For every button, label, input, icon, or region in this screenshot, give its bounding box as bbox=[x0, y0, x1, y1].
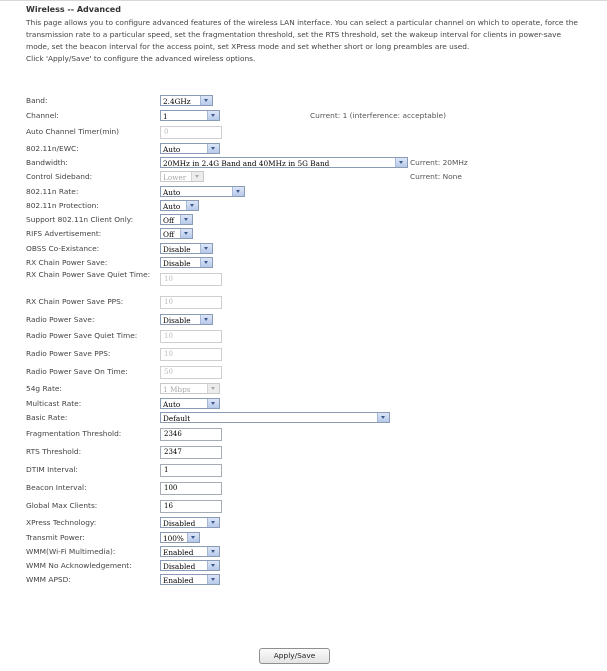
chevron-down-icon bbox=[207, 561, 219, 570]
radio-on-time-input[interactable]: 50 bbox=[160, 366, 222, 379]
chevron-down-icon bbox=[180, 229, 192, 238]
channel-select[interactable]: 1 bbox=[160, 110, 220, 121]
band-select[interactable]: 2.4GHz bbox=[160, 95, 213, 106]
row-11n-protection bbox=[26, 200, 586, 212]
chevron-down-icon bbox=[207, 144, 219, 153]
row-band bbox=[26, 95, 586, 107]
chevron-down-icon bbox=[207, 111, 219, 120]
row-11n-client-only bbox=[26, 214, 586, 226]
max-clients-label: Global Max Clients: bbox=[26, 501, 98, 510]
row-radio-pps bbox=[26, 348, 586, 360]
channel-label: Channel: bbox=[26, 111, 59, 120]
support-11n-only-label: Support 802.11n Client Only: bbox=[26, 215, 134, 224]
control-sideband-current-note: Current: None bbox=[410, 172, 462, 181]
row-11n-rate bbox=[26, 186, 586, 198]
rate-11n-label: 802.11n Rate: bbox=[26, 187, 79, 196]
max-clients-input[interactable]: 16 bbox=[160, 500, 222, 513]
rts-threshold-label: RTS Threshold: bbox=[26, 447, 82, 456]
rx-chain-quiet-label: RX Chain Power Save Quiet Time: bbox=[26, 270, 151, 279]
auto-channel-timer-label: Auto Channel Timer(min) bbox=[26, 127, 120, 136]
frag-threshold-label: Fragmentation Threshold: bbox=[26, 429, 122, 438]
protection-11n-label: 802.11n Protection: bbox=[26, 201, 99, 210]
apply-save-button[interactable]: Apply/Save bbox=[259, 648, 330, 664]
row-rx-chain-pps bbox=[26, 296, 586, 308]
basic-rate-select[interactable]: Default bbox=[160, 412, 390, 423]
wmm-apsd-label: WMM APSD: bbox=[26, 575, 71, 584]
g54-rate-label: 54g Rate: bbox=[26, 384, 62, 393]
chevron-down-icon bbox=[377, 413, 389, 422]
row-control-sideband bbox=[26, 171, 586, 183]
frag-threshold-input[interactable]: 2346 bbox=[160, 428, 222, 441]
row-radio-quiet-time bbox=[26, 330, 586, 342]
rate-11n-select[interactable]: Auto bbox=[160, 186, 245, 197]
row-tx-power bbox=[26, 532, 586, 544]
chevron-down-icon bbox=[232, 187, 244, 196]
row-ewc bbox=[26, 143, 586, 155]
g54-rate-select[interactable]: 1 Mbps bbox=[160, 383, 220, 394]
row-wmm-apsd bbox=[26, 574, 586, 586]
intro-text bbox=[26, 17, 582, 65]
control-sideband-select[interactable]: Lower bbox=[160, 171, 204, 182]
chevron-down-icon bbox=[200, 244, 212, 253]
chevron-down-icon bbox=[200, 258, 212, 267]
intro-paragraph: This page allows you to configure advanced features of the wireless LAN interface. You can select a particular channel on which to operate, force the transmission rate to a particular speed, set the fragmentation threshold, set the RTS threshold, set the wakeup interval for clients in power-save mode, set the beacon interval for the access point, set XPress mode and set whether short or long preambles are used. bbox=[26, 18, 578, 51]
row-rifs bbox=[26, 228, 586, 240]
multicast-rate-label: Multicast Rate: bbox=[26, 399, 82, 408]
radio-pps-input[interactable]: 10 bbox=[160, 348, 222, 361]
protection-11n-select[interactable]: Auto bbox=[160, 200, 199, 211]
support-11n-only-select[interactable]: Off bbox=[160, 214, 193, 225]
chevron-down-icon bbox=[207, 547, 219, 556]
multicast-rate-select[interactable]: Auto bbox=[160, 398, 220, 409]
radio-power-save-select[interactable]: Disable bbox=[160, 314, 213, 325]
tx-power-label: Transmit Power: bbox=[26, 533, 85, 542]
beacon-input[interactable]: 100 bbox=[160, 482, 222, 495]
radio-power-save-label: Radio Power Save: bbox=[26, 315, 95, 324]
row-bandwidth bbox=[26, 157, 586, 169]
radio-quiet-input[interactable]: 10 bbox=[160, 330, 222, 343]
intro-instruction: Click 'Apply/Save' to configure the advanced wireless options. bbox=[26, 54, 256, 63]
radio-quiet-label: Radio Power Save Quiet Time: bbox=[26, 331, 138, 340]
chevron-down-icon bbox=[207, 518, 219, 527]
chevron-down-icon bbox=[200, 96, 212, 105]
auto-channel-timer-input[interactable]: 0 bbox=[160, 126, 222, 139]
rx-chain-quiet-input[interactable]: 10 bbox=[160, 273, 222, 286]
basic-rate-label: Basic Rate: bbox=[26, 413, 68, 422]
row-obss bbox=[26, 243, 586, 255]
row-beacon bbox=[26, 482, 586, 494]
dtim-input[interactable]: 1 bbox=[160, 464, 222, 477]
bandwidth-select[interactable]: 20MHz in 2.4G Band and 40MHz in 5G Band bbox=[160, 157, 408, 168]
row-auto-channel-timer bbox=[26, 126, 586, 138]
chevron-down-icon bbox=[191, 172, 203, 181]
chevron-down-icon bbox=[180, 215, 192, 224]
row-multicast-rate bbox=[26, 398, 586, 410]
row-basic-rate bbox=[26, 412, 586, 424]
ewc-select[interactable]: Auto bbox=[160, 143, 220, 154]
wmm-noack-select[interactable]: Disabled bbox=[160, 560, 220, 571]
top-divider bbox=[0, 0, 607, 1]
row-radio-on-time bbox=[26, 366, 586, 378]
band-label: Band: bbox=[26, 96, 48, 105]
page-title: Wireless -- Advanced bbox=[26, 5, 121, 14]
row-max-clients bbox=[26, 500, 586, 512]
row-radio-power-save bbox=[26, 314, 586, 326]
bandwidth-label: Bandwidth: bbox=[26, 158, 68, 167]
rts-threshold-input[interactable]: 2347 bbox=[160, 446, 222, 459]
chevron-down-icon bbox=[187, 533, 199, 542]
obss-select[interactable]: Disable bbox=[160, 243, 213, 254]
row-channel bbox=[26, 110, 586, 122]
beacon-label: Beacon Interval: bbox=[26, 483, 87, 492]
chevron-down-icon bbox=[207, 575, 219, 584]
rx-chain-power-save-select[interactable]: Disable bbox=[160, 257, 213, 268]
chevron-down-icon bbox=[395, 158, 407, 167]
radio-on-time-label: Radio Power Save On Time: bbox=[26, 367, 128, 376]
row-rts-threshold bbox=[26, 446, 586, 458]
obss-label: OBSS Co-Existance: bbox=[26, 244, 100, 253]
row-frag-threshold bbox=[26, 428, 586, 440]
channel-current-note: Current: 1 (interference: acceptable) bbox=[310, 111, 446, 120]
wmm-apsd-select[interactable]: Enabled bbox=[160, 574, 220, 585]
rx-chain-pps-label: RX Chain Power Save PPS: bbox=[26, 297, 124, 306]
rx-chain-power-save-label: RX Chain Power Save: bbox=[26, 258, 108, 267]
tx-power-select[interactable]: 100% bbox=[160, 532, 200, 543]
xpress-select[interactable]: Disabled bbox=[160, 517, 220, 528]
row-rx-chain-quiet-time bbox=[26, 269, 586, 293]
wmm-label: WMM(Wi-Fi Multimedia): bbox=[26, 547, 116, 556]
rifs-select[interactable]: Off bbox=[160, 228, 193, 239]
row-xpress bbox=[26, 517, 586, 529]
chevron-down-icon bbox=[200, 315, 212, 324]
chevron-down-icon bbox=[186, 201, 198, 210]
row-54g-rate bbox=[26, 383, 586, 395]
row-dtim bbox=[26, 464, 586, 476]
bandwidth-current-note: Current: 20MHz bbox=[410, 158, 468, 167]
row-wmm-noack bbox=[26, 560, 586, 572]
chevron-down-icon bbox=[207, 384, 219, 393]
radio-pps-label: Radio Power Save PPS: bbox=[26, 349, 111, 358]
rx-chain-pps-input[interactable]: 10 bbox=[160, 296, 222, 309]
row-wmm bbox=[26, 546, 586, 558]
xpress-label: XPress Technology: bbox=[26, 518, 97, 527]
dtim-label: DTIM Interval: bbox=[26, 465, 78, 474]
wmm-noack-label: WMM No Acknowledgement: bbox=[26, 561, 132, 570]
wmm-select[interactable]: Enabled bbox=[160, 546, 220, 557]
rifs-label: RIFS Advertisement: bbox=[26, 229, 102, 238]
control-sideband-label: Control Sideband: bbox=[26, 172, 93, 181]
row-rx-chain-power-save bbox=[26, 257, 586, 269]
chevron-down-icon bbox=[207, 399, 219, 408]
ewc-label: 802.11n/EWC: bbox=[26, 144, 79, 153]
